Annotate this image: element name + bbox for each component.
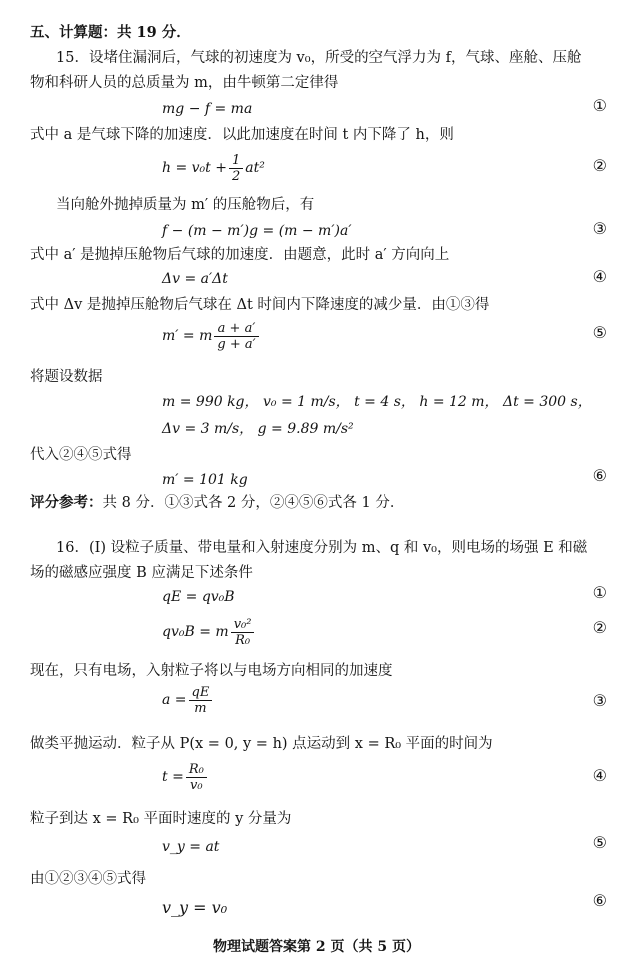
p15-equation-4: Δv = a′Δt <box>162 271 228 287</box>
p16-marker-1: ① <box>592 583 607 602</box>
p15-text-6: 将题设数据 <box>30 369 103 385</box>
p16-eq3-fraction <box>189 685 213 716</box>
p15-intro-line2: 物和科研人员的总质量为 m，由牛顿第二定律得 <box>30 75 339 91</box>
p16-equation-4 <box>162 756 209 798</box>
p16-marker-5: ⑤ <box>592 833 607 852</box>
p16-eq2-lhs: qv₀B = m <box>162 624 229 640</box>
p16-eq3-lhs: a = <box>162 692 187 708</box>
p16-eq2-numerator: v₀² <box>231 617 255 633</box>
p15-text-7: 代入②④⑤式得 <box>30 447 132 463</box>
p16-eq4-lhs: t = <box>162 769 184 785</box>
p16-equation-1: qE = qv₀B <box>162 589 235 605</box>
eq-marker-3: ③ <box>592 219 607 238</box>
p15-data-line1: m = 990 kg， v₀ = 1 m/s， t = 4 s， h = 12 m， Δt = 300 s， <box>162 394 592 410</box>
p16-eq4-denominator: v₀ <box>190 777 203 793</box>
eq-marker-2: ② <box>592 156 607 175</box>
p15-text-4: 式中 a′ 是抛掉压舱物后气球的加速度．由题意，此时 a′ 方向向上 <box>30 247 450 263</box>
p15-eq2-fraction <box>229 153 243 184</box>
p15-equation-3: f − (m − m′)g = (m − m′)a′ <box>162 223 352 239</box>
section-title: 五、计算题：共 19 分． <box>30 24 191 41</box>
eq-marker-5: ⑤ <box>592 323 607 342</box>
p16-eq3-numerator: qE <box>189 685 213 701</box>
p15-eq5-denominator: g + a′ <box>217 336 256 352</box>
p16-marker-6: ⑥ <box>592 891 607 910</box>
p16-intro-line1: 16．(Ⅰ) 设粒子质量、带电量和入射速度分别为 m、q 和 v₀，则电场的场强 E 和磁 <box>56 540 588 556</box>
eq-marker-4: ④ <box>592 267 607 286</box>
p15-text-5: 式中 Δv 是抛掉压舱物后气球在 Δt 时间内下降速度的减少量．由①③得 <box>30 297 490 313</box>
page-footer: 物理试题答案第 2 页（共 5 页） <box>213 939 420 955</box>
p15-scoring <box>30 494 404 512</box>
p15-text-2: 式中 a 是气球下降的加速度．以此加速度在时间 t 内下降了 h，则 <box>30 127 454 143</box>
p16-text-6: 由①②③④⑤式得 <box>30 871 146 887</box>
p16-text-5: 粒子到达 x = R₀ 平面时速度的 y 分量为 <box>30 811 292 827</box>
p16-equation-6: v_y = v₀ <box>162 898 228 917</box>
p16-marker-4: ④ <box>592 766 607 785</box>
p15-eq2-lhs: h = v₀t + <box>162 160 227 176</box>
p15-equation-5 <box>162 316 261 356</box>
p15-eq2-rhs: at² <box>245 160 265 176</box>
p16-eq4-numerator: R₀ <box>186 762 207 778</box>
p15-intro-line1: 15．设堵住漏洞后，气球的初速度为 v₀，所受的空气浮力为 f，气球、座舱、压舱 <box>56 50 582 66</box>
p16-marker-3: ③ <box>592 691 607 710</box>
p16-eq3-denominator: m <box>194 700 207 716</box>
eq-marker-1: ① <box>592 96 607 115</box>
p15-text-3: 当向舱外抛掉质量为 m′ 的压舱物后，有 <box>56 197 315 213</box>
p16-intro-line2: 场的磁感应强度 B 应满足下述条件 <box>30 565 253 581</box>
p16-equation-3 <box>162 680 214 720</box>
p15-eq5-lhs: m′ = m <box>162 328 213 344</box>
p15-data-line2: Δv = 3 m/s， g = 9.89 m/s² <box>162 421 354 437</box>
p15-eq2-denominator: 2 <box>231 168 241 184</box>
scoring-label: 评分参考： <box>30 494 103 511</box>
scoring-text: 共 8 分．①③式各 2 分，②④⑤⑥式各 1 分． <box>102 495 405 511</box>
p16-text-4: 做类平抛运动．粒子从 P(x = 0, y = h) 点运动到 x = R₀ 平面的时间为 <box>30 736 493 752</box>
p15-eq2-numerator: 1 <box>229 153 243 169</box>
p16-eq2-denominator: R₀ <box>235 632 251 648</box>
p16-eq4-fraction <box>186 762 207 793</box>
p15-equation-6: m′ = 101 kg <box>162 472 248 488</box>
p15-equation-2 <box>162 149 265 187</box>
p16-eq2-fraction <box>231 617 255 648</box>
p15-eq5-numerator: a + a′ <box>214 321 258 337</box>
eq-marker-6: ⑥ <box>592 466 607 485</box>
p16-text-3: 现在，只有电场，入射粒子将以与电场方向相同的加速度 <box>30 663 393 679</box>
p16-marker-2: ② <box>592 618 607 637</box>
p16-equation-2 <box>162 610 256 654</box>
p15-eq5-fraction <box>214 321 258 352</box>
p16-equation-5: v_y = at <box>162 839 220 855</box>
p15-equation-1: mg − f = ma <box>162 101 253 117</box>
